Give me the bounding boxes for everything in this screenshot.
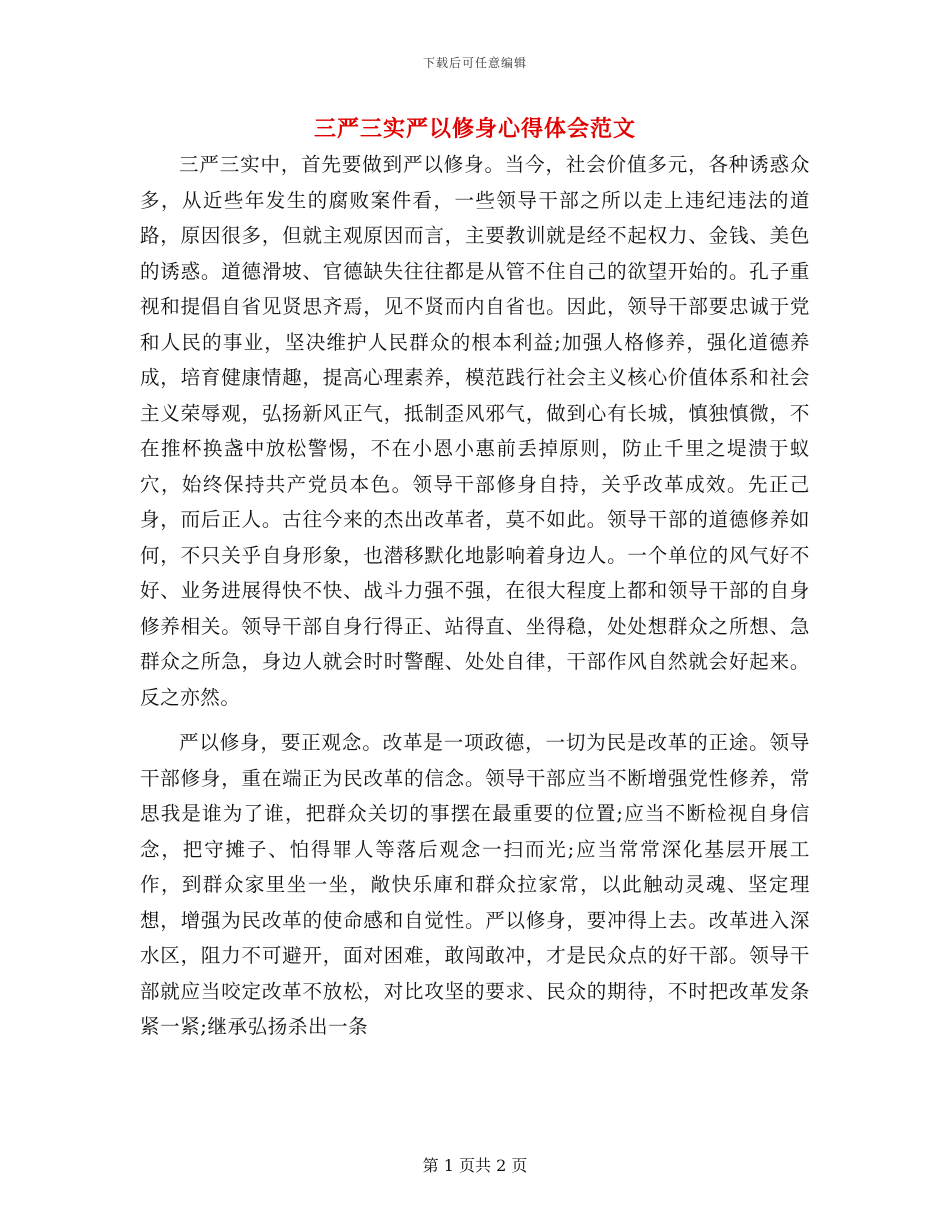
- document-body: [140, 147, 810, 1045]
- paragraph-2: 严以修身，要正观念。改革是一项政德，一切为民是改革的正途。领导干部修身，重在端正为民改革的信念。领导干部应当不断增强党性修养，常思我是谁为了谁，把群众关切的事摆在最重要的位置;应当不断检视自身信念，把守摊子、怕得罪人等落后观念一扫而光;应当常常深化基层开展工作，到群众家里坐一坐，敞快乐庫和群众拉家常，以此触动灵魂、坚定理想，增强为民改革的使命感和自觉性。严以修身，要冲得上去。改革进入深水区，阻力不可避开，面对困难，敢闯敢冲，才是民众点的好干部。领导干部就应当咬定改革不放松，对比攻坚的要求、民众的期待，不时把改革发条紧一紧;继承弘扬杀出一条: [140, 731, 810, 1038]
- header-note: 下载后可任意编辑: [422, 56, 527, 70]
- page-number: 第 1 页共 2 页: [422, 1156, 528, 1175]
- document-title: 三严三实严以修身心得体会范文: [313, 116, 636, 142]
- paragraph-1: 三严三实中，首先要做到严以修身。当今，社会价值多元，各种诱惑众多，从近些年发生的腐败案件看，一些领导干部之所以走上违纪违法的道路，原因很多，但就主观原因而言，主要教训就是经不起权力、金钱、美色的诱惑。道德滑坡、官德缺失往往都是从管不住自己的欲望开始的。孔子重视和提倡自省见贤思齐焉，见不贤而内自省也。因此，领导干部要忠诚于党和人民的事业，坚决维护人民群众的根本利益;加强人格修养，强化道德养成，培育健康情趣，提高心理素养，模范践行社会主义核心价值体系和社会主义荣辱观，弘扬新风正气，抵制歪风邪气，做到心有长城，慎独慎微，不在推杯换盏中放松警惕，不在小恩小惠前丢掉原则，防止千里之堤溃于蚁穴，始终保持共产党员本色。领导干部修身自持，关乎改革成效。先正己身，而后正人。古往今来的杰出改革者，莫不如此。领导干部的道德修养如何，不只关乎自身形象，也潜移默化地影响着身边人。一个单位的风气好不好、业务进展得快不快、战斗力强不强，在很大程度上都和领导干部的自身修养相关。领导干部自身行得正、站得直、坐得稳，处处想群众之所想、急群众之所急，身边人就会时时警醒、处处自律，干部作风自然就会好起来。反之亦然。: [140, 153, 810, 709]
